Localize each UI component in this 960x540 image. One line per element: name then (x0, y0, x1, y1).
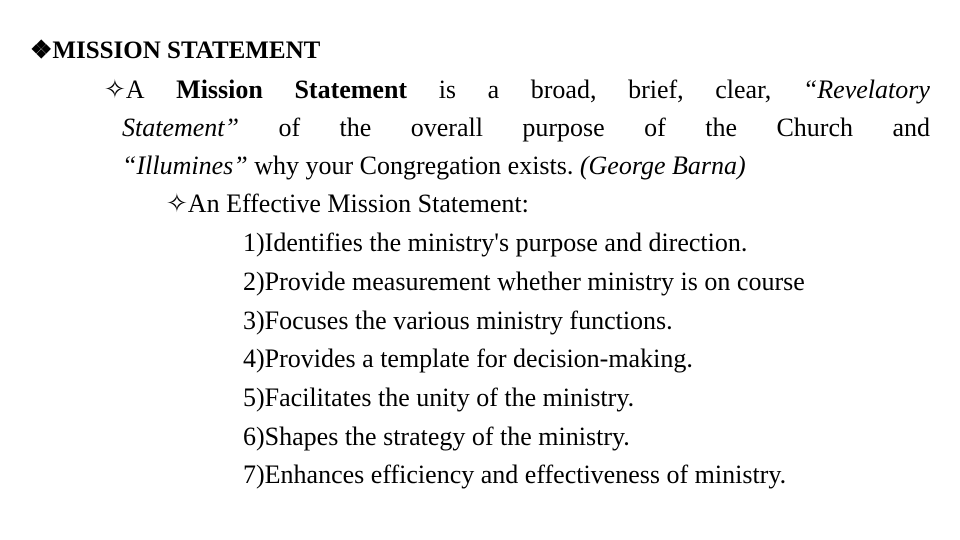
list-item: 6)Shapes the strategy of the ministry. (243, 422, 630, 451)
word-statement-close: Statement” (122, 113, 239, 142)
word-statement: Statement (294, 75, 408, 104)
heading (30, 32, 320, 70)
list-item: 1)Identifies the ministry's purpose and direction. (243, 228, 748, 257)
effective-heading (166, 185, 529, 223)
word-a2: a (487, 75, 500, 104)
attribution: (George Barna) (579, 151, 746, 180)
definition-paragraph (104, 71, 930, 185)
word-the: the (339, 113, 372, 142)
word-overall: overall (410, 113, 483, 142)
word-a: A (125, 75, 145, 104)
word-illumines: “Illumines” (122, 151, 248, 180)
word-broad: broad, (530, 75, 597, 104)
list-item: 7)Enhances efficiency and effectiveness of ministry. (243, 460, 787, 489)
effective-text: An Effective Mission Statement: (187, 189, 529, 218)
definition-bullet-icon: ✧ (104, 75, 126, 104)
heading-text: MISSION STATEMENT (52, 37, 321, 64)
word-of2: of (644, 113, 666, 142)
word-clear: clear, (715, 75, 772, 104)
word-revelatory: “Revelatory (802, 75, 930, 104)
word-is: is (438, 75, 457, 104)
list-item: 4)Provides a template for decision-making. (243, 344, 693, 373)
list-item: 2)Provide measurement whether ministry is on course (243, 267, 805, 296)
definition-start (104, 71, 145, 109)
word-purpose: purpose (522, 113, 605, 142)
definition-line-1 (104, 71, 930, 109)
word-mission: Mission (176, 75, 263, 104)
word-and: and (892, 113, 930, 142)
heading-bullet-icon: ❖ (30, 37, 53, 64)
word-brief: brief, (628, 75, 684, 104)
word-church: Church (776, 113, 853, 142)
definition-line-3-text: why your Congregation exists. (247, 151, 580, 180)
word-the2: the (705, 113, 738, 142)
list-item: 3)Focuses the various ministry functions. (243, 306, 673, 335)
effective-bullet-icon: ✧ (166, 189, 188, 218)
definition-line-2 (104, 109, 930, 147)
definition-line-3 (104, 147, 930, 185)
word-of: of (278, 113, 301, 142)
list-item: 5)Facilitates the unity of the ministry. (243, 383, 635, 412)
